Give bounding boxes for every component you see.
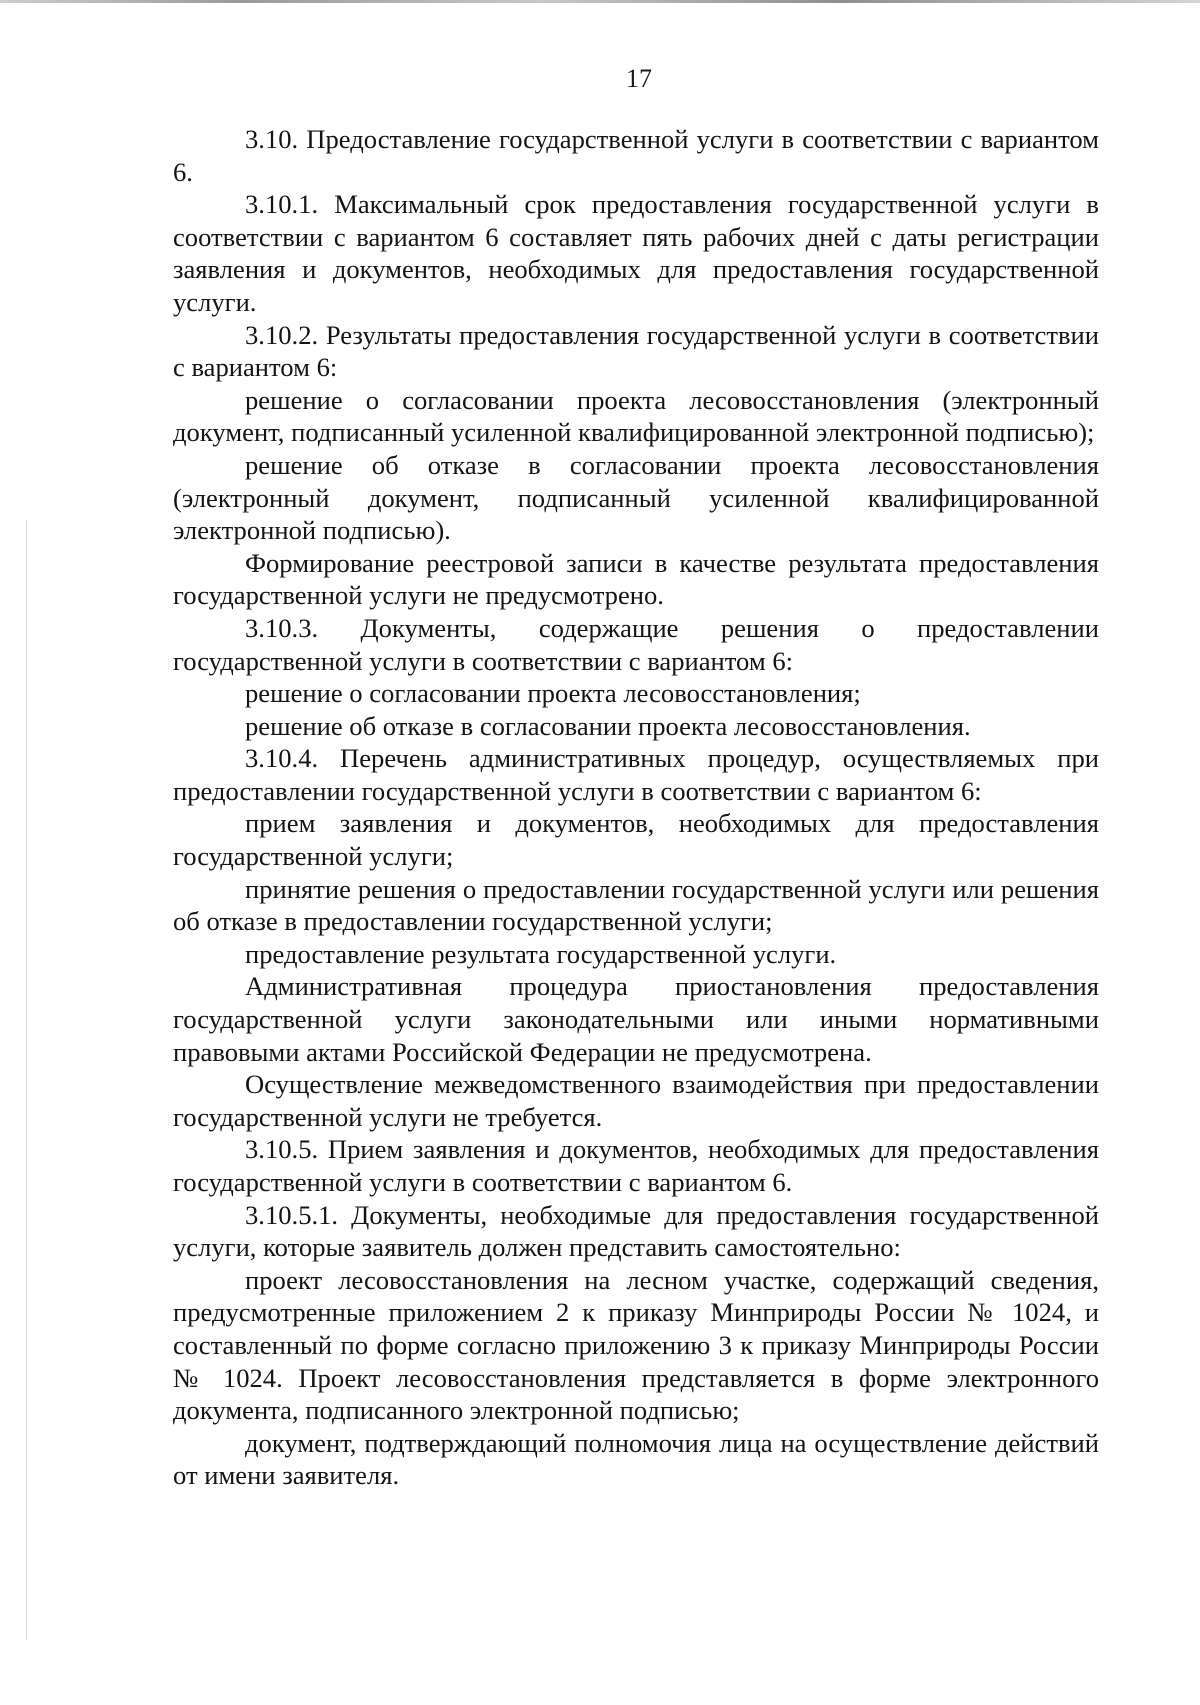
paragraph-3-10-4: 3.10.4. Перечень административных процедур, осуществляемых при предоставлении государственной услуги в соответствии с вариантом 6: (173, 743, 1099, 806)
paragraph-registry-record: Формирование реестровой записи в качестве результата предоставления государственной услуги не предусмотрено. (173, 547, 1099, 611)
paragraph-3-10-1: 3.10.1. Максимальный срок предоставления государственной услуги в соответствии с вариантом 6 составляет пять рабочих дней с даты регистрации заявления и документов, необходимых для предоставления государственной услуги. (173, 189, 1099, 317)
list-item-refusal-decision: решение об отказе в согласовании проекта лесовосстановления (электронный документ, подписанный усиленной квалифицированной электронной подписью). (173, 449, 1099, 546)
paragraph-suspension: Административная процедура приостановления предоставления государственной услуги законодательными или иными нормативными правовыми актами Российской Федерации не предусмотрена. (173, 971, 1099, 1067)
list-item-result: предоставление результата государственной услуги. (245, 938, 837, 969)
paragraph-3-10-5: 3.10.5. Прием заявления и документов, необходимых для предоставления государственной услуги в соответствии с вариантом 6. (173, 1134, 1099, 1197)
paragraph-3-10-heading: 3.10. Предоставление государственной услуги в соответствии с вариантом 6. (173, 124, 1099, 187)
list-item-approval-decision: решение о согласовании проекта лесовосстановления (электронный документ, подписанный усиленной квалифицированной электронной подписью); (173, 384, 1099, 448)
list-item-reception: прием заявления и документов, необходимых для предоставления государственной услуги; (173, 808, 1099, 872)
paragraph-interagency: Осуществление межведомственного взаимодействия при предоставлении государственной услуги не требуется. (173, 1069, 1099, 1132)
page-number: 17 (626, 64, 652, 93)
document-body (173, 123, 1099, 1492)
paragraph-3-10-5-1: 3.10.5.1. Документы, необходимые для предоставления государственной услуги, которые заявитель должен представить самостоятельно: (173, 1199, 1099, 1263)
list-item-approval: решение о согласовании проекта лесовосстановления; (245, 678, 861, 709)
list-item-refusal: решение об отказе в согласовании проекта лесовосстановления. (245, 710, 971, 741)
list-item-decision: принятие решения о предоставлении государственной услуги или решения об отказе в предоставлении государственной услуги; (173, 873, 1099, 937)
scan-top-edge (0, 0, 1200, 3)
list-item-authority-document: документ, подтверждающий полномочия лица на осуществление действий от имени заявителя. (173, 1427, 1099, 1491)
scan-left-margin-line (26, 520, 27, 1640)
list-item-reforestation-project: проект лесовосстановления на лесном участке, содержащий сведения, предусмотренные приложением 2 к приказу Минприроды России № 1024, и составленный по форме согласно приложению 3 к приказу Минприроды России № 1024. Проект лесовосстановления представляется в форме электронного документа, подписанного электронной подписью; (173, 1264, 1099, 1426)
paragraph-3-10-3: 3.10.3. Документы, содержащие решения о предоставлении государственной услуги в соответствии с вариантом 6: (173, 612, 1099, 676)
paragraph-3-10-2: 3.10.2. Результаты предоставления государственной услуги в соответствии с вариантом 6: (173, 319, 1099, 383)
